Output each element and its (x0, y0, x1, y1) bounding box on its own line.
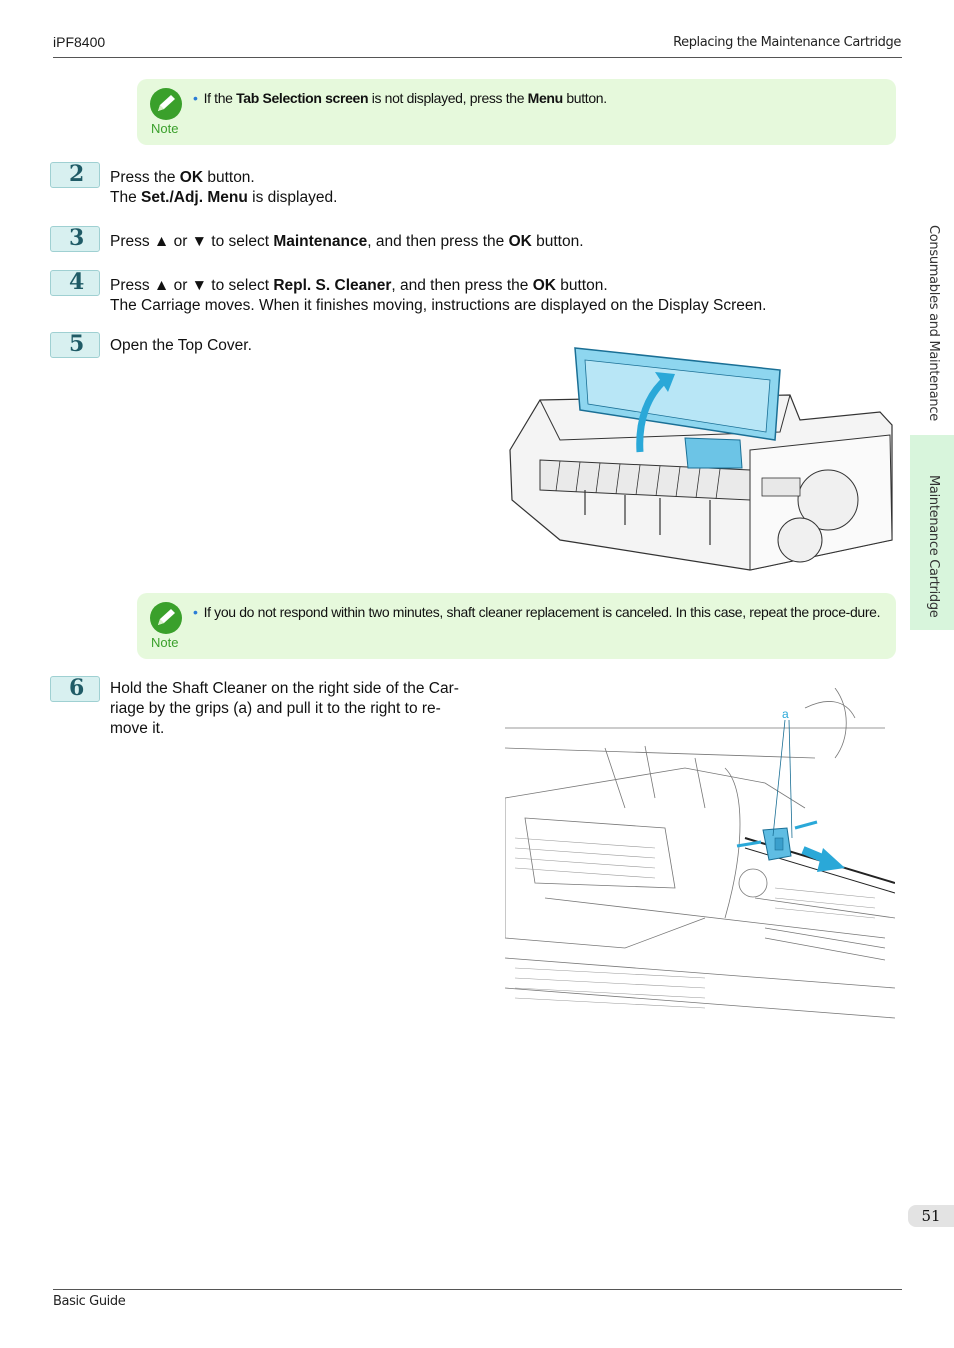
step-2-text: Press the OK button. The Set./Adj. Menu is displayed. (110, 169, 338, 206)
step-number-2: 2 (50, 162, 100, 188)
step-5-text: Open the Top Cover. (110, 337, 252, 354)
note-pencil-icon (149, 601, 183, 635)
note-box-1 (137, 79, 896, 145)
side-tab-chapter[interactable]: Consumables and Maintenance (926, 225, 941, 421)
step-number-4: 4 (50, 270, 100, 296)
note-label: Note (151, 635, 179, 650)
footer-rule (53, 1289, 902, 1290)
header-rule (53, 57, 902, 58)
header-section-title: Replacing the Maintenance Cartridge (673, 35, 901, 50)
step-number-3: 3 (50, 226, 100, 252)
step-6-text: Hold the Shaft Cleaner on the right side of the Car- riage by the grips (a) and pull it to the right to re- move it. (110, 680, 459, 737)
step-3-text: Press ▲ or ▼ to select Maintenance, and then press the OK button. (110, 233, 584, 250)
bullet-icon: • (193, 604, 198, 620)
footer-guide-title: Basic Guide (53, 1294, 126, 1309)
printer-top-cover-figure (500, 340, 900, 580)
step-number-5: 5 (50, 332, 100, 358)
note-box-2 (137, 593, 896, 659)
page-number: 51 (908, 1205, 954, 1227)
bullet-icon: • (193, 90, 198, 106)
grip-label-a: a (782, 707, 789, 721)
note-2-text: • If you do not respond within two minutes, shaft cleaner replacement is canceled. In this case, repeat the proce-dure. (193, 604, 881, 620)
note-1-text: • If the Tab Selection screen is not displayed, press the Menu button. (193, 90, 607, 106)
header-model: iPF8400 (53, 34, 106, 50)
note-pencil-icon (149, 87, 183, 121)
step-number-6: 6 (50, 676, 100, 702)
side-tab-section[interactable]: Maintenance Cartridge (910, 435, 954, 630)
step-4-text: Press ▲ or ▼ to select Repl. S. Cleaner, and then press the OK button. The Carriage moves. When it finishes moving, instructions are displayed on the Display Screen. (110, 277, 767, 314)
note-label: Note (151, 121, 179, 136)
shaft-cleaner-figure (505, 688, 895, 1022)
